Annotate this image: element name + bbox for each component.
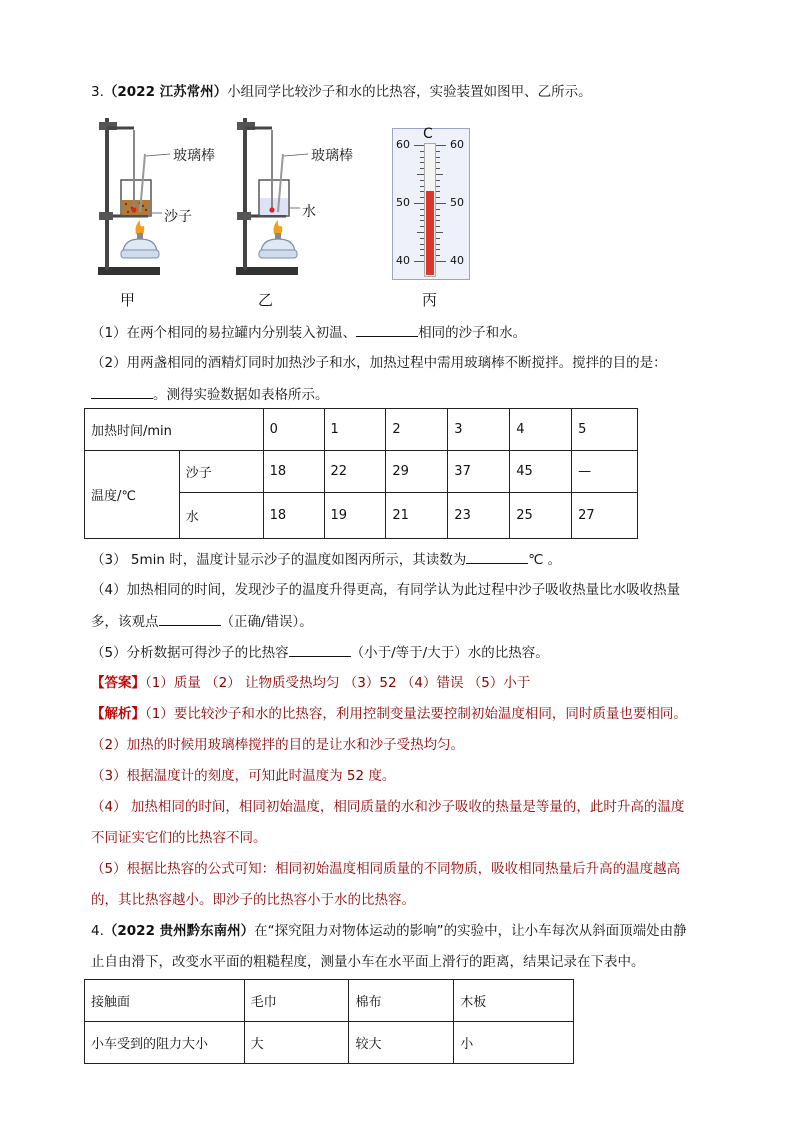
- time-header: 加热时间/min: [85, 409, 264, 451]
- q4-row-resistance: [85, 1022, 574, 1064]
- q4-number: 4.: [91, 923, 104, 939]
- scale-tick: [436, 162, 440, 163]
- time-cell: 3: [448, 409, 510, 451]
- scale-tick: [420, 162, 424, 163]
- scale-tick: [436, 197, 440, 198]
- scale-tick: [420, 209, 424, 210]
- q3-sub1-before: （1）在两个相同的易拉罐内分别装入初温、: [91, 325, 357, 341]
- sand-cell: 18: [263, 451, 324, 493]
- q3-stem-text: 小组同学比较沙子和水的比热容，实验装置如图甲、乙所示。: [227, 84, 592, 100]
- scale-tick: [436, 186, 440, 187]
- yi-caption: 乙: [258, 291, 274, 309]
- scale-tick: [417, 174, 424, 175]
- answer-text: （1）质量 （2） 让物质受热均匀 （3）52 （4）错误 （5）小于: [145, 675, 531, 691]
- scale-tick: [420, 197, 424, 198]
- scale-tick: [414, 145, 424, 146]
- sand-cell: 37: [448, 451, 510, 493]
- water-cell: 25: [510, 493, 572, 539]
- q3-sub3-blank[interactable]: [466, 549, 528, 564]
- time-cell: 1: [324, 409, 386, 451]
- sand-cell: —: [572, 451, 638, 493]
- q3-sub4-before: 多，该观点: [91, 614, 159, 630]
- q3-analysis-4: 不同证实它们的比热容不同。: [91, 830, 267, 846]
- q3-sub5-blank[interactable]: [289, 642, 351, 657]
- q3-sub5-after: （小于/等于/大于）水的比热容。: [350, 645, 549, 661]
- scale-tick: [436, 232, 443, 233]
- q3-sub5-before: （5）分析数据可得沙子的比热容: [91, 645, 289, 661]
- scale-tick: [414, 203, 424, 204]
- scale-tick: [436, 151, 440, 152]
- bing-caption: 丙: [422, 291, 438, 309]
- scale-tick: [420, 186, 424, 187]
- q4-stem1: 在“探究阻力对物体运动的影响”的实验中，让小车每次从斜面顶端处由静: [254, 923, 687, 939]
- q4-stem-line1: [91, 921, 687, 941]
- q3-data-table: [84, 408, 638, 539]
- scale-tick: [420, 226, 424, 227]
- q4-cell: 较大: [349, 1022, 454, 1064]
- water-cell: 27: [572, 493, 638, 539]
- time-cell: 0: [263, 409, 324, 451]
- q3-sub1-blank[interactable]: [356, 322, 418, 337]
- scale-tick: [420, 244, 424, 245]
- analysis-tag: 【解析】: [91, 706, 145, 722]
- bing-tick-left-2: 40: [396, 254, 410, 267]
- time-cell: 5: [572, 409, 638, 451]
- scale-tick: [420, 151, 424, 152]
- q4-cell: 接触面: [85, 980, 245, 1022]
- q3-sub3-before: （3） 5min 时，温度计显示沙子的温度如图丙所示，其读数为: [91, 552, 467, 568]
- scale-tick: [436, 157, 440, 158]
- figure-jia: [90, 112, 230, 282]
- scale-tick: [420, 255, 424, 256]
- q3-sub4-blank[interactable]: [159, 611, 221, 626]
- q4-cell: 棉布: [349, 980, 454, 1022]
- scale-tick: [436, 215, 440, 216]
- q4-cell: 小: [454, 1022, 574, 1064]
- bing-tick-right-1: 50: [450, 196, 464, 209]
- scale-tick: [436, 249, 440, 250]
- scale-tick: [420, 238, 424, 239]
- water-cell: 21: [386, 493, 448, 539]
- bing-tick-left-1: 50: [396, 196, 410, 209]
- sand-label: 沙子: [179, 451, 263, 493]
- q3-sub1: [91, 322, 526, 343]
- q4-table: [84, 979, 574, 1064]
- scale-tick: [417, 232, 424, 233]
- bing-tick-right-0: 60: [450, 138, 464, 151]
- stand-rod: [105, 118, 109, 270]
- sand-cell: 22: [324, 451, 386, 493]
- q4-cell: 木板: [454, 980, 574, 1022]
- q3-sub2-line1: （2）用两盏相同的酒精灯同时加热沙子和水，加热过程中需用玻璃棒不断搅拌。搅拌的目的是：: [91, 355, 667, 371]
- bing-tick-right-2: 40: [450, 254, 464, 267]
- water-cell: 23: [448, 493, 510, 539]
- q3-analysis-2: （3）根据温度计的刻度，可知此时温度为 52 度。: [91, 768, 396, 784]
- q4-stem-line2: 止自由滑下，改变水平面的粗糙程度，测量小车在水平面上滑行的距离，结果记录在下表中。: [91, 954, 645, 970]
- bing-mercury: [426, 191, 434, 275]
- q3-sub2-after: 。测得实验数据如表格所示。: [153, 387, 329, 403]
- time-cell: 4: [510, 409, 572, 451]
- scale-tick: [436, 174, 443, 175]
- water: [260, 198, 288, 215]
- yi-content-label: 水: [302, 204, 316, 220]
- scale-tick: [420, 220, 424, 221]
- figure-yi: [228, 112, 368, 282]
- q3-sub2-blank[interactable]: [91, 384, 153, 399]
- jia-content-label: 沙子: [164, 209, 192, 225]
- yi-rod-label: 玻璃棒: [311, 148, 353, 164]
- scale-tick: [436, 168, 440, 169]
- q3-analysis-3: （4） 加热相同的时间，相同初始温度，相同质量的水和沙子吸收的热量是等量的，此时升高的温度: [91, 799, 685, 815]
- q3-number: 3.: [91, 84, 104, 100]
- time-row: [85, 409, 638, 451]
- jia-caption: 甲: [120, 291, 136, 309]
- q3-sub4-after: （正确/错误）。: [220, 614, 313, 630]
- q4-cell: 毛巾: [244, 980, 349, 1022]
- scale-tick: [436, 255, 440, 256]
- scale-tick: [436, 238, 440, 239]
- scale-tick: [436, 203, 446, 204]
- scale-tick: [436, 226, 440, 227]
- answer-tag: 【答案】: [91, 675, 145, 691]
- scale-tick: [436, 261, 446, 262]
- q3-analysis-0: [91, 704, 687, 724]
- q4-row-surface: [85, 980, 574, 1022]
- scale-tick: [436, 209, 440, 210]
- scale-tick: [420, 168, 424, 169]
- q3-sub4-line1: （4）加热相同的时间，发现沙子的温度升得更高，有同学认为此过程中沙子吸收热量比水吸收热量: [91, 582, 681, 598]
- q3-stem: [91, 82, 592, 102]
- scale-tick: [436, 145, 446, 146]
- bing-unit: C: [423, 126, 433, 142]
- q3-analysis-1: （2）加热的时候用玻璃棒搅拌的目的是让水和沙子受热均匀。: [91, 737, 465, 753]
- scale-tick: [420, 215, 424, 216]
- scale-tick: [420, 180, 424, 181]
- q3-sub1-after: 相同的沙子和水。: [418, 325, 527, 341]
- q3-analysis-6: 的，其比热容越小。即沙子的比热容小于水的比热容。: [91, 892, 415, 908]
- q3-sub3-after: ℃ 。: [528, 552, 562, 568]
- scale-tick: [420, 249, 424, 250]
- sand-cell: 45: [510, 451, 572, 493]
- analysis-line: （1）要比较沙子和水的比热容，利用控制变量法要控制初始温度相同，同时质量也要相同。: [145, 706, 687, 722]
- q4-cell: 大: [244, 1022, 349, 1064]
- scale-tick: [436, 180, 440, 181]
- q4-source: （2022 贵州黔东南州）: [103, 923, 255, 939]
- time-cell: 2: [386, 409, 448, 451]
- q4-cell: 小车受到的阻力大小: [85, 1022, 245, 1064]
- bing-tick-left-0: 60: [396, 138, 410, 151]
- q3-sub2-line2: [91, 384, 329, 405]
- scale-tick: [436, 244, 440, 245]
- q3-sub3: [91, 549, 561, 570]
- water-cell: 18: [263, 493, 324, 539]
- q3-source: （2022 江苏常州）: [103, 84, 228, 100]
- sand-row: [85, 451, 638, 493]
- jia-rod-label: 玻璃棒: [173, 148, 215, 164]
- water-cell: 19: [324, 493, 386, 539]
- scale-tick: [420, 191, 424, 192]
- scale-tick: [420, 157, 424, 158]
- q3-sub4-line2: [91, 611, 313, 632]
- q3-answer: [91, 673, 530, 693]
- water-label: 水: [179, 493, 263, 539]
- scale-tick: [436, 191, 440, 192]
- scale-tick: [414, 261, 424, 262]
- q3-sub5: [91, 642, 549, 663]
- temp-header: 温度/℃: [85, 451, 180, 539]
- scale-tick: [436, 220, 440, 221]
- q3-analysis-5: （5）根据比热容的公式可知：相同初始温度相同质量的不同物质，吸收相同热量后升高的温度越高: [91, 861, 681, 877]
- sand: [122, 200, 150, 215]
- sand-cell: 29: [386, 451, 448, 493]
